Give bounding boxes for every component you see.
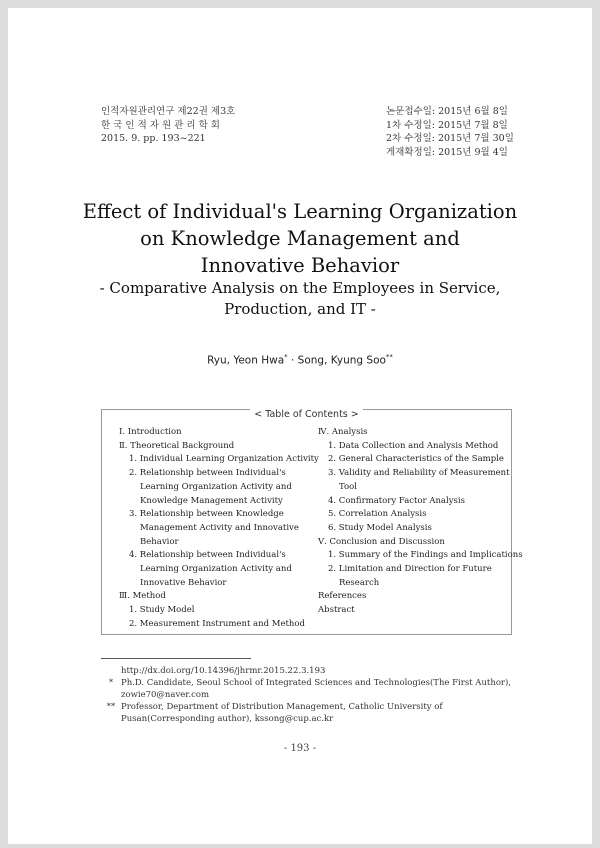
toc-item: 6. Study Model Analysis: [328, 522, 432, 533]
author-footnote-mark: *: [284, 353, 288, 361]
toc-section: Abstract: [318, 605, 355, 616]
toc-item: 4. Confirmatory Factor Analysis: [328, 495, 465, 506]
footnote-text: Ph.D. Candidate, Seoul School of Integrated Sciences and Technologies(The First Author), zowie70@naver.com: [121, 678, 512, 700]
subtitle-line: - Comparative Analysis on the Employees in Service,: [99, 279, 501, 297]
toc-section: References: [318, 591, 367, 602]
footnote: [101, 677, 521, 701]
author-separator: ·: [287, 354, 298, 367]
title-line: Innovative Behavior: [200, 254, 400, 277]
toc-item: 5. Correlation Analysis: [328, 509, 427, 520]
toc-item: Behavior: [140, 536, 179, 547]
toc-item: Research: [339, 577, 380, 588]
toc-item: 2. Limitation and Direction for Future: [328, 564, 492, 575]
toc-heading-text: < Table of Contents >: [250, 409, 362, 420]
toc-section: Ⅴ. Conclusion and Discussion: [318, 536, 445, 547]
paper-page: [8, 8, 592, 844]
revision1-date: 1차 수정일: 2015년 7월 8일: [386, 119, 508, 131]
toc-heading: [102, 402, 511, 421]
subtitle-line: Production, and IT -: [224, 300, 376, 318]
issue-pages: 2015. 9. pp. 193~221: [101, 133, 206, 144]
page-number: - 193 -: [283, 743, 317, 754]
footnotes: [101, 658, 521, 725]
received-date: 논문접수일: 2015년 6월 8일: [386, 106, 508, 117]
journal-info: [101, 105, 235, 146]
footnote-mark: *: [108, 678, 114, 688]
toc-item: 1. Individual Learning Organization Activity: [129, 454, 319, 465]
toc-item: 1. Data Collection and Analysis Method: [328, 440, 499, 451]
paper-title: [8, 198, 592, 279]
toc-section: Ⅲ. Method: [119, 591, 166, 602]
toc-item: 2. Measurement Instrument and Method: [129, 618, 305, 629]
toc-item: 2. Relationship between Individual's: [129, 468, 286, 479]
toc-item: 3. Validity and Reliability of Measurement: [328, 468, 510, 479]
footnote-text: Professor, Department of Distribution Management, Catholic University of Pusan(Corresponding author), kssong@cup.ac.kr: [121, 702, 443, 724]
toc-item: 2. General Characteristics of the Sample: [328, 454, 504, 465]
journal-name: 인적자원관리연구 제22권 제3호: [101, 106, 236, 117]
doi-link[interactable]: http://dx.doi.org/10.14396/jhrmr.2015.22.3.193: [121, 666, 326, 676]
toc-item: 3. Relationship between Knowledge: [129, 509, 284, 520]
toc-section: Ⅰ. Introduction: [119, 427, 182, 437]
footnote-mark: **: [106, 702, 116, 712]
toc-left-column: [119, 426, 319, 632]
footnote: [101, 701, 521, 725]
accepted-date: 게재확정일: 2015년 9월 4일: [386, 146, 508, 158]
toc-item: Innovative Behavior: [140, 577, 227, 588]
toc-item: 1. Study Model: [129, 605, 195, 616]
toc-item: Knowledge Management Activity: [140, 495, 283, 506]
author-line: [8, 353, 592, 367]
toc-item: 4. Relationship between Individual's: [129, 550, 286, 561]
toc-item: Management Activity and Innovative: [140, 522, 299, 533]
toc-item: Learning Organization Activity and: [140, 564, 292, 575]
toc-section: Ⅱ. Theoretical Background: [119, 440, 235, 451]
toc-item: Tool: [339, 481, 357, 492]
toc-item: Learning Organization Activity and: [140, 481, 292, 492]
revision2-date: 2차 수정일: 2015년 7월 30일: [386, 133, 514, 144]
author-name: Ryu, Yeon Hwa: [207, 354, 285, 367]
author-name: Song, Kyung Soo: [297, 354, 386, 367]
title-line: on Knowledge Management and: [140, 227, 460, 250]
author-footnote-mark: **: [385, 353, 393, 361]
toc-right-column: [318, 426, 523, 618]
table-of-contents: [101, 409, 523, 635]
toc-section: Ⅳ. Analysis: [318, 427, 368, 437]
paper-subtitle: [8, 278, 592, 320]
toc-item: 1. Summary of the Findings and Implications: [328, 550, 523, 561]
society-name: 한 국 인 적 자 원 관 리 학 회: [101, 119, 220, 131]
submission-dates: [386, 105, 514, 159]
footnote-divider: [101, 658, 251, 659]
title-line: Effect of Individual's Learning Organization: [82, 200, 518, 223]
